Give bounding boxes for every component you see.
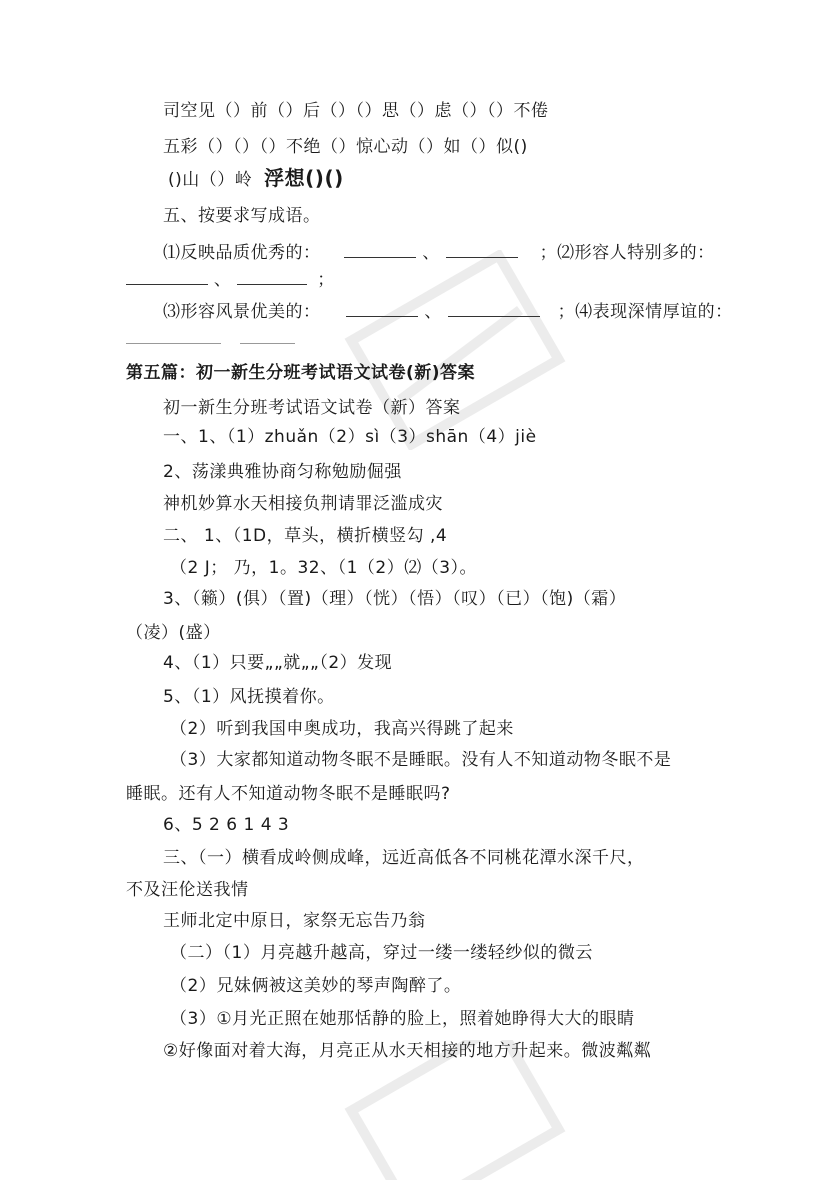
blank-separator: 、 <box>213 270 232 290</box>
answer-rule <box>240 343 295 344</box>
answer-blank <box>446 241 518 258</box>
answer-line: 睡眠。还有人不知道动物冬眠不是睡眠吗? <box>126 784 451 804</box>
answer-line: （2）听到我国申奥成功，我高兴得跳了起来 <box>170 719 514 739</box>
answer-line: 不及汪伦送我情 <box>126 880 249 900</box>
answer-line: （3）①月光正照在她那恬静的脸上，照着她睁得大大的眼睛 <box>170 1009 635 1029</box>
answer-line: 6、5 2 6 1 4 3 <box>163 815 290 835</box>
task-line-1 <box>163 241 715 264</box>
answer-line: （二）（1）月亮越升越高，穿过一缕一缕轻纱似的微云 <box>170 943 593 963</box>
blank-separator: 、 <box>424 302 442 322</box>
line-end-mark: ； <box>317 270 335 290</box>
answer-line: 二、 1、（1D，草头，横折横竖勾 ,4 <box>163 526 448 546</box>
idiom-fill-line-3b: 浮想()() <box>264 166 344 190</box>
task-4-label: ；⑷表现深情厚谊的： <box>557 302 733 322</box>
answer-line: （2 J； 乃，1。32、（1（2）⑵（3）。 <box>170 558 478 578</box>
answer-line: 一、1、（1）zhuǎn（2）sì（3）shān（4）jiè <box>163 427 537 447</box>
answer-line: （2）兄妹俩被这美妙的琴声陶醉了。 <box>170 976 462 996</box>
answer-blank <box>346 300 418 317</box>
idiom-fill-line-2: 五彩（）（）（）不绝（）惊心动（）如（）似() <box>163 137 528 157</box>
answer-line: 神机妙算水天相接负荆请罪泛滥成灾 <box>163 494 443 514</box>
answer-line: 3、（籁）(俱）（置)（理）（恍）（悟）（叹）（已）（饱)（霜） <box>163 589 627 609</box>
idiom-fill-line-1: 司空见（）前（）后（）（）思（）虑（）（）不倦 <box>163 101 549 121</box>
task-2-label: ；⑵形容人特别多的： <box>539 243 715 263</box>
answer-blank <box>126 268 208 285</box>
answer-blank <box>344 241 416 258</box>
answer-line: 4、（1）只要„„就„„（2）发现 <box>163 653 393 673</box>
answer-line: 5、（1）风抚摸着你。 <box>163 687 335 707</box>
section-five-title: 五、按要求写成语。 <box>163 206 321 226</box>
watermark-icon <box>330 250 590 450</box>
task-3-label: ⑶形容风景优美的： <box>163 302 321 322</box>
answer-line: 三、（一）横看成岭侧成峰，远近高低各不同桃花潭水深千尺， <box>163 848 645 868</box>
answer-blank <box>448 300 540 317</box>
idiom-fill-line-3a: ()山（）岭 <box>168 170 253 190</box>
answer-line: （3）大家都知道动物冬眠不是睡眠。没有人不知道动物冬眠不是 <box>170 750 672 770</box>
answer-blank <box>237 268 307 285</box>
task-1-label: ⑴反映品质优秀的： <box>163 243 321 263</box>
answer-line: ②好像面对着大海，月亮正从水天相接的地方升起来。微波粼粼 <box>163 1041 652 1061</box>
task-line-3 <box>163 300 733 323</box>
answer-line: 王师北定中原日，家祭无忘告乃翁 <box>163 911 426 931</box>
answer-line: 2、荡漾典雅协商匀称勉励倔强 <box>163 462 402 482</box>
answer-line: （凌）(盛） <box>126 623 221 643</box>
section-heading: 第五篇：初一新生分班考试语文试卷(新)答案 <box>126 363 476 383</box>
answer-rule <box>126 343 221 344</box>
idiom-fill-line-3 <box>168 167 344 191</box>
blank-separator: 、 <box>422 243 440 263</box>
task-line-2 <box>126 268 335 291</box>
answer-title: 初一新生分班考试语文试卷（新）答案 <box>163 398 461 418</box>
